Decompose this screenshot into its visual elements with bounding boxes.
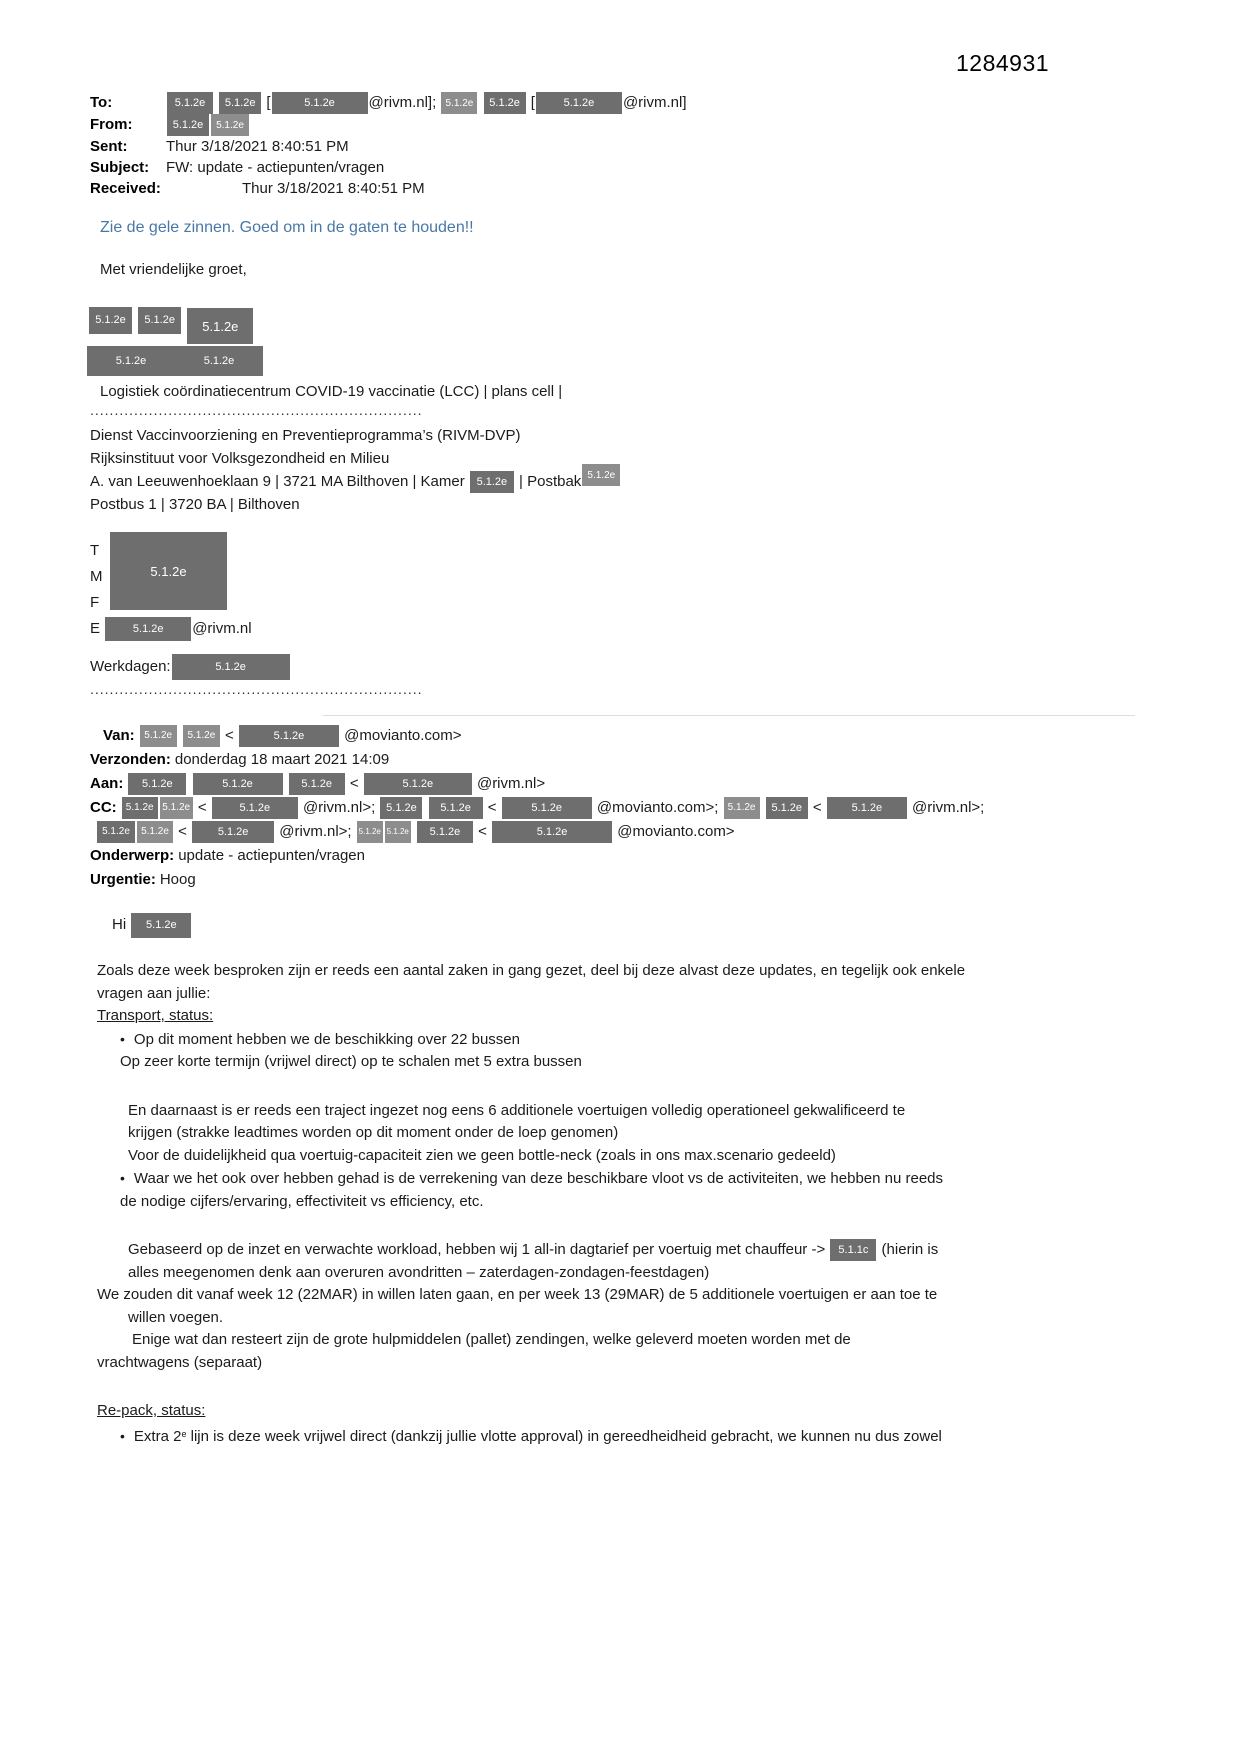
greeting-text: Met vriendelijke groet, <box>100 261 247 279</box>
text-run: @rivm.nl>; <box>298 799 380 817</box>
header-row <box>90 114 1241 136</box>
body-line <box>97 1005 1241 1028</box>
redaction-box: 5.1.2e <box>140 725 177 747</box>
text-run: < <box>193 799 211 817</box>
redaction-box: 5.1.2e <box>441 92 477 114</box>
quoted-header-row <box>90 772 1241 796</box>
redaction-box: 5.1.2e <box>364 773 472 795</box>
quoted-header-row <box>96 820 1241 844</box>
redaction-box: 5.1.2e <box>385 821 411 843</box>
quoted-field-label: CC: <box>90 799 117 817</box>
text-run: lijn is deze week vrijwel direct (dankzij jullie vlotte approval) in gereedheidheid gebracht, we kunnen nu dus zowel <box>186 1427 942 1445</box>
text-run: [ <box>526 94 535 111</box>
quoted-field-label: Onderwerp: <box>90 847 175 865</box>
redaction-box: 5.1.2e <box>110 532 227 610</box>
text-run: A. van Leeuwenhoeklaan 9 | 3721 MA Bilthoven | Kamer <box>90 473 469 491</box>
signature-wide-redaction <box>86 346 1241 376</box>
header-field-value: FW: update - actiepunten/vragen <box>166 159 385 177</box>
contact-email-line <box>90 616 490 642</box>
body-line <box>120 1051 1241 1074</box>
text-run: < <box>345 775 363 793</box>
body-text: vragen aan jullie: <box>97 984 211 1002</box>
header-field-value <box>166 94 687 111</box>
redaction-box: 5.1.2e <box>380 797 422 819</box>
redaction-box: 5.1.2e <box>272 92 368 114</box>
text-run: < <box>483 799 501 817</box>
redaction-box: 5.1.2e <box>192 821 274 843</box>
redaction-box: 5.1.2e <box>89 307 132 334</box>
redaction-box: 5.1.2e <box>160 797 193 819</box>
text-run: | Postbak <box>514 473 582 491</box>
body-text: krijgen (strakke leadtimes worden op dit moment onder de loep genomen) <box>128 1124 619 1142</box>
body-line <box>128 1239 1241 1262</box>
contact-letter: M <box>90 568 103 586</box>
body-text: Zoals deze week besproken zijn er reeds een aantal zaken in gang gezet, deel bij deze alvast deze updates, en tegelijk ook enkele <box>97 962 966 980</box>
redaction-box: 5.1.2e <box>193 773 283 795</box>
text-run <box>761 799 765 816</box>
body-line <box>120 1423 1241 1449</box>
body-line <box>97 1352 1241 1375</box>
body-line <box>128 1122 1241 1145</box>
quoted-field-label: Aan: <box>90 775 124 793</box>
contact-letter: F <box>90 594 100 612</box>
header-field-value: Thur 3/18/2021 8:40:51 PM <box>166 138 349 156</box>
signature-redactions <box>88 302 1241 342</box>
redaction-box: 5.1.2e <box>131 913 191 938</box>
redaction-box: 5.1.2e <box>502 797 592 819</box>
text-run: @rivm.nl> <box>472 775 546 793</box>
body-text: Enige wat dan resteert zijn de grote hulpmiddelen (pallet) zendingen, welke geleverd moeten worden met de <box>132 1331 851 1349</box>
body-line <box>128 1145 1241 1168</box>
quoted-header-row <box>90 796 1241 820</box>
salutation-line <box>112 912 1241 938</box>
header-field-value <box>166 116 250 133</box>
body-text: En daarnaast is er reeds een traject ingezet nog eens 6 additionele voertuigen volledig operationeel gekwalificeerd te <box>128 1101 906 1119</box>
header-field-label: Received: <box>90 180 161 198</box>
document-number: 1284931 <box>956 50 1050 76</box>
bullet-marker: • <box>120 1170 125 1187</box>
text-run: < <box>174 823 192 841</box>
body-line <box>132 1329 1241 1352</box>
body-text <box>128 1241 938 1258</box>
redaction-box: 5.1.2e <box>724 797 760 819</box>
notice-text: Zie de gele zinnen. Goed om in de gaten te houden!! <box>100 219 474 237</box>
body-text: Voor de duidelijkheid qua voertuig-capaciteit zien we geen bottle-neck (zoals in ons max.scenario gedeeld) <box>128 1146 836 1164</box>
body-text: alles meegenomen denk aan overuren avondritten – zaterdagen-zondagen-feestdagen) <box>128 1263 710 1281</box>
text-run: @rivm.nl>; <box>275 823 356 841</box>
dotted-divider: .................................................................... <box>90 402 423 419</box>
contact-block <box>90 532 490 642</box>
quoted-field-value: Hoog <box>159 871 196 889</box>
redaction-box: 5.1.2e <box>167 92 213 114</box>
redaction-box: 5.1.2e <box>138 307 181 334</box>
text-run: @movianto.com>; <box>592 799 723 817</box>
text-run: < <box>220 727 238 745</box>
text-run <box>412 823 416 840</box>
header-row <box>90 92 1241 114</box>
text-run: < <box>473 823 492 841</box>
bullet-marker: • <box>120 1427 125 1444</box>
quoted-field-label: Urgentie: <box>90 871 156 889</box>
text-run: Werkdagen: <box>90 658 171 676</box>
quoted-field-value <box>139 727 462 744</box>
text-run: < <box>808 799 826 817</box>
redaction-box: 5.1.2e <box>187 308 253 344</box>
quoted-field-value: donderdag 18 maart 2021 14:09 <box>174 751 390 769</box>
redaction-box: 5.1.2e <box>128 773 186 795</box>
redaction-box: 5.1.2e <box>827 797 907 819</box>
section-heading: Transport, status: <box>97 1007 214 1025</box>
mail-body <box>90 960 1241 1448</box>
text-run <box>284 775 288 792</box>
quoted-field-value <box>96 823 735 840</box>
address-line <box>90 470 1241 493</box>
body-text: willen voegen. <box>128 1308 224 1326</box>
redaction-box: 5.1.2e <box>239 725 339 747</box>
text-run <box>178 727 182 744</box>
body-line <box>120 1191 1241 1214</box>
workdays-line <box>90 654 1241 680</box>
dotted-divider: .................................................................... <box>90 681 423 698</box>
text-run: [ <box>262 94 271 111</box>
mail-header <box>90 0 1241 199</box>
redaction-box: 5.1.2e <box>492 821 612 843</box>
contact-letter: T <box>90 542 100 560</box>
header-row <box>90 178 1241 199</box>
text-run: @rivm.nl>; <box>907 799 985 817</box>
header-row <box>90 157 1241 178</box>
quoted-field-value: update - actiepunten/vragen <box>178 847 365 865</box>
redaction-box: 5.1.1c <box>830 1239 876 1261</box>
redaction-box: 5.1.2e <box>582 464 620 486</box>
redaction-box <box>87 346 263 376</box>
text-run <box>182 311 186 328</box>
redaction-label: 5.1.2e <box>115 355 147 368</box>
org-line: Logistiek coördinatiecentrum COVID-19 vaccinatie (LCC) | plans cell | <box>100 383 563 401</box>
redaction-box: 5.1.2e <box>484 92 526 114</box>
text-run: (hierin is <box>877 1241 939 1259</box>
body-line <box>128 1307 1241 1330</box>
body-line <box>120 1167 1241 1191</box>
redaction-box: 5.1.2e <box>183 725 220 747</box>
redaction-box: 5.1.2e <box>536 92 622 114</box>
header-field-label: Subject: <box>90 159 150 177</box>
redaction-box: 5.1.2e <box>289 773 345 795</box>
redaction-box: 5.1.2e <box>429 797 483 819</box>
body-line <box>97 1284 1241 1307</box>
blank-line <box>90 1213 1241 1239</box>
text-run: @rivm.nl] <box>622 94 687 111</box>
text-run <box>478 94 482 111</box>
quoted-mail-header <box>90 724 1241 892</box>
text-run <box>133 311 137 328</box>
redaction-box: 5.1.2e <box>122 797 158 819</box>
redaction-box: 5.1.2e <box>105 617 191 641</box>
body-text: Op zeer korte termijn (vrijwel direct) op te schalen met 5 extra bussen <box>120 1053 582 1071</box>
redaction-box: 5.1.2e <box>172 654 290 680</box>
header-field-value: Thur 3/18/2021 8:40:51 PM <box>242 180 425 198</box>
header-field-label: From: <box>90 116 133 134</box>
redaction-box: 5.1.2e <box>357 821 383 843</box>
quoted-header-row <box>103 724 1241 748</box>
body-text <box>134 1428 942 1445</box>
body-line <box>97 983 1241 1006</box>
quoted-header-row <box>90 844 1241 868</box>
header-field-label: Sent: <box>90 138 128 156</box>
quoted-field-value <box>121 799 985 816</box>
text-run <box>214 94 218 111</box>
body-line <box>128 1100 1241 1123</box>
body-text: We zouden dit vanaf week 12 (22MAR) in willen laten gaan, en per week 13 (29MAR) de 5 additionele voertuigen er aan toe te <box>97 1286 938 1304</box>
department-line: Dienst Vaccinvoorziening en Preventieprogramma’s (RIVM-DVP) <box>90 427 521 445</box>
body-line <box>128 1262 1241 1285</box>
body-text: vrachtwagens (separaat) <box>97 1353 263 1371</box>
bullet-marker: • <box>120 1030 125 1047</box>
quoted-header-row <box>90 748 1241 772</box>
text-run: Extra 2 <box>133 1427 182 1445</box>
text-run: @rivm.nl]; <box>368 94 441 111</box>
header-field-label: To: <box>90 94 113 111</box>
redaction-box: 5.1.2e <box>219 92 261 114</box>
text-run: @rivm.nl <box>192 620 252 638</box>
institute-line: Rijksinstituut voor Volksgezondheid en Milieu <box>90 450 390 468</box>
redaction-box: 5.1.2e <box>212 797 298 819</box>
quoted-field-label: Verzonden: <box>90 751 171 769</box>
text-run: Hi <box>112 916 131 934</box>
section-heading: Re-pack, status: <box>97 1402 206 1420</box>
body-line <box>120 1028 1241 1052</box>
redaction-box: 5.1.2e <box>97 821 135 843</box>
text-run: E <box>90 620 105 638</box>
text-run <box>423 799 427 816</box>
redaction-box: 5.1.2e <box>167 114 209 136</box>
pobox-line: Postbus 1 | 3720 BA | Bilthoven <box>90 496 300 514</box>
quoted-field-value <box>127 775 545 792</box>
separator-rule <box>323 715 1135 716</box>
header-row <box>90 136 1241 157</box>
body-text: Op dit moment hebben we de beschikking over 22 bussen <box>133 1030 520 1048</box>
text-run: Gebaseerd op de inzet en verwachte workload, hebben wij 1 all-in dagtarief per voertuig met chauffeur -> <box>128 1241 830 1259</box>
body-line <box>97 1400 1241 1423</box>
text-run: @movianto.com> <box>339 727 462 745</box>
blank-line <box>90 1074 1241 1100</box>
text-run: @movianto.com> <box>613 823 735 841</box>
redaction-box: 5.1.2e <box>417 821 473 843</box>
superscript: e <box>181 1428 187 1439</box>
body-line <box>97 960 1241 983</box>
redaction-label: 5.1.2e <box>203 355 235 368</box>
body-text: de nodige cijfers/ervaring, effectiviteit vs efficiency, etc. <box>120 1192 484 1210</box>
redaction-box: 5.1.2e <box>211 114 249 136</box>
redaction-box: 5.1.2e <box>766 797 808 819</box>
redaction-box: 5.1.2e <box>137 821 173 843</box>
quoted-header-row <box>90 868 1241 892</box>
blank-line <box>90 1374 1241 1400</box>
body-text: Waar we het ook over hebben gehad is de verrekening van deze beschikbare vloot vs de activiteiten, we hebben nu reeds <box>133 1170 944 1188</box>
text-run <box>187 775 191 792</box>
quoted-field-label: Van: <box>103 727 135 745</box>
redaction-box: 5.1.2e <box>470 471 514 493</box>
